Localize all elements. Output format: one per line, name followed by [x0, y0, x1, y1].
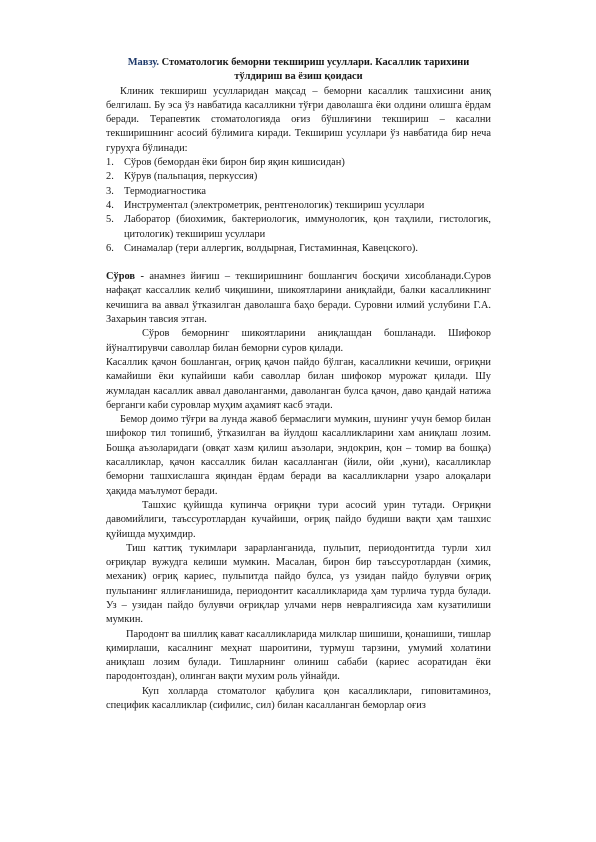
body-paragraph: Тиш каттиқ тукимлари зарарланганида, пульпит, периодонтитда турли хил оғриқлар вужудга келиши мумкин. Масалан, бирон бир таъссуротлардан (химик, механик) оғриқ кариес, пульпитда пайдо булса, уз узидан пайдо булувчи оғриқ пульпанинг яллиғланишида, периодонтит касалликларида ҳам турлича турда булади. Уз – узидан пайдо булувчи оғриқлар улчами нерв невралгиясида хам кузатилиши мумкин. [106, 542, 491, 626]
body-paragraph: Ташхис қуйишда купинча оғриқни тури асосий урин тутади. Оғриқни давомийлиги, таъссуротлардан кучайиши, оғриқ пайдо будиши вақти ҳам ташхис қуйишда муҳимдир. [106, 499, 491, 540]
list-item: 3. Термодиагностика [106, 185, 207, 197]
body-paragraph: Касаллик қачон бошланган, оғриқ қачон пайдо бўлган, касалликни кечиши, оғриқни камайиши ёки купайиши каби саволлар билан шифокор мурожат қилади. Шу жумладан касаллик аввал даволанганми, даволанган булса қачон, даво қандай натижа берганги каби суровлар муҳим аҳамият касб этади. [106, 356, 491, 411]
intro-paragraph: Клиник текшириш усулларидан мақсад – беморни касаллик ташхисини аниқ белгилаш. Бу эса ўз навбатида касалликни тўғри даволашга ёки олдини олишга ёрдам беради. Терапевтик стоматологияда оғиз бўшлиғини текшириш – касални текширишнинг асосий бўлимига киради. Текшириш усуллари ўз навбатида бир неча гуруҳга бўлинади: [106, 85, 491, 154]
methods-list [106, 156, 491, 256]
list-item: 5. Лаборатор (биохимик, бактериологик, иммунологик, қон таҳлили, гистологик, цитологик) текшириш усуллари [106, 214, 491, 240]
document-body [106, 56, 491, 713]
list-item: 2. Кўрув (пальпация, перкуссия) [106, 171, 258, 183]
survey-paragraph [106, 270, 491, 327]
survey-term: Сўров - [106, 271, 144, 283]
topic-label: Мавзу. [127, 57, 160, 68]
body-paragraph: Сўров беморнинг шикоятларини аниқлашдан бошланади. Шифокор йўналтирувчи саволлар билан беморни суров қилади. [106, 328, 491, 354]
list-item: 1. Сўров (бемордан ёки бирон бир яқин кишисидан) [106, 157, 345, 169]
spacer [106, 256, 491, 270]
survey-text: анамнез йиғиш – текширишнинг бошлангич босқичи хисобланади.Суров нафақат кассаллик келиб чиқишини, шикоятларини аниқлайди, балки касалликнинг кечишига ва аввал ўтказилган даволашга баҳо беради. Суровни илмий услубини Г.А. Захарьин тавсия этган. [106, 271, 491, 326]
list-item: 6. Синамалар (тери аллергик, волдырная, Гистаминная, Кавецского). [106, 242, 418, 254]
body-paragraph: Куп холларда стоматолог қабулига қон касалликлари, гиповитаминоз, специфик касалликлар (сифилис, сил) билан касалланган беморлар оғиз [106, 685, 491, 712]
body-paragraph: Пародонт ва шиллиқ кават касалликларида милклар шишиши, қонашиши, тишлар қимирлаши, касалнинг меҳнат шароитини, турмуш тарзини, умумий холатини аниқлаш лозим булади. Тишларнинг олиниш сабаби (кариес асоратидан ёки пародонтоздан), олинган вақти мухим роль уйнайди. [106, 628, 491, 683]
topic-title: Стоматологик беморни текшириш усуллари. Касаллик тарихини тўлдириш ва ёзиш қоидаси [159, 57, 470, 83]
list-item: 4. Инструментал (электрометрик, рентгенологик) текшириш усуллари [106, 199, 425, 211]
page-title [106, 56, 491, 85]
body-paragraph: Бемор доимо тўғри ва лунда жавоб бермаслиги мумкин, шунинг учун бемор билан шифокор тил топишиб, ўтказилган ва йулдош касалликларини хам аниқлаш лозим. Бошқа аъзоларидаги (овқат хазм қилиш аъзолари, эндокрин, қон – томир ва бошқа) касалликлар, қачон кассаллик билан касалланган (йили, ойи ,куни), касалликлар беморни ташхислашга яқиндан ёрдам беради ва касалликларни узаро алоқалари ҳақида маълумот беради. [106, 414, 491, 497]
